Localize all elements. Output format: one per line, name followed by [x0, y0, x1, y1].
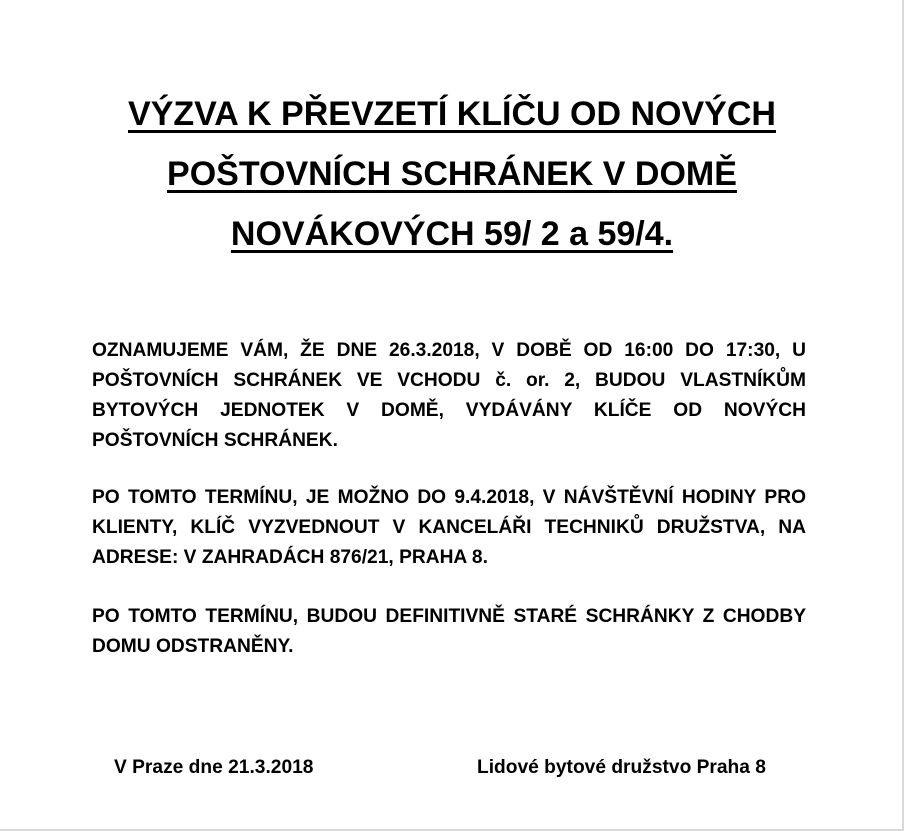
paragraph-old-boxes-removal: PO TOMTO TERMÍNU, BUDOU DEFINITIVNĚ STARÉ SCHRÁNKY Z CHODBY DOMU ODSTRANĚNY.: [92, 606, 806, 657]
title-line-1: VÝZVA K PŘEVZETÍ KLÍČU OD NOVÝCH: [128, 95, 776, 133]
paragraph-later-pickup: PO TOMTO TERMÍNU, JE MOŽNO DO 9.4.2018, V NÁVŠTĚVNÍ HODINY PRO KLIENTY, KLÍČ VYZVEDNOUT V KANCELÁŘI TECHNIKŮ DRUŽSTVA, NA ADRESE: V ZAHRADÁCH 876/21, PRAHA 8.: [92, 487, 806, 568]
notice-title: [0, 84, 904, 264]
title-line-2: POŠTOVNÍCH SCHRÁNEK V DOMĚ: [167, 155, 737, 193]
issuer-signature: Lidové bytové družstvo Praha 8: [477, 757, 766, 778]
title-line-3: NOVÁKOVÝCH 59/ 2 a 59/4.: [230, 215, 674, 253]
paragraph-distribution-date: OZNAMUJEME VÁM, ŽE DNE 26.3.2018, V DOBĚ OD 16:00 DO 17:30, U POŠTOVNÍCH SCHRÁNEK VE VCHODU č. or. 2, BUDOU VLASTNÍKŮM BYTOVÝCH JEDNOTEK V DOMĚ, VYDÁVÁNY KLÍČE OD NOVÝCH POŠTOVNÍCH SCHRÁNEK.: [92, 340, 806, 451]
place-and-date: V Praze dne 21.3.2018: [114, 757, 314, 778]
